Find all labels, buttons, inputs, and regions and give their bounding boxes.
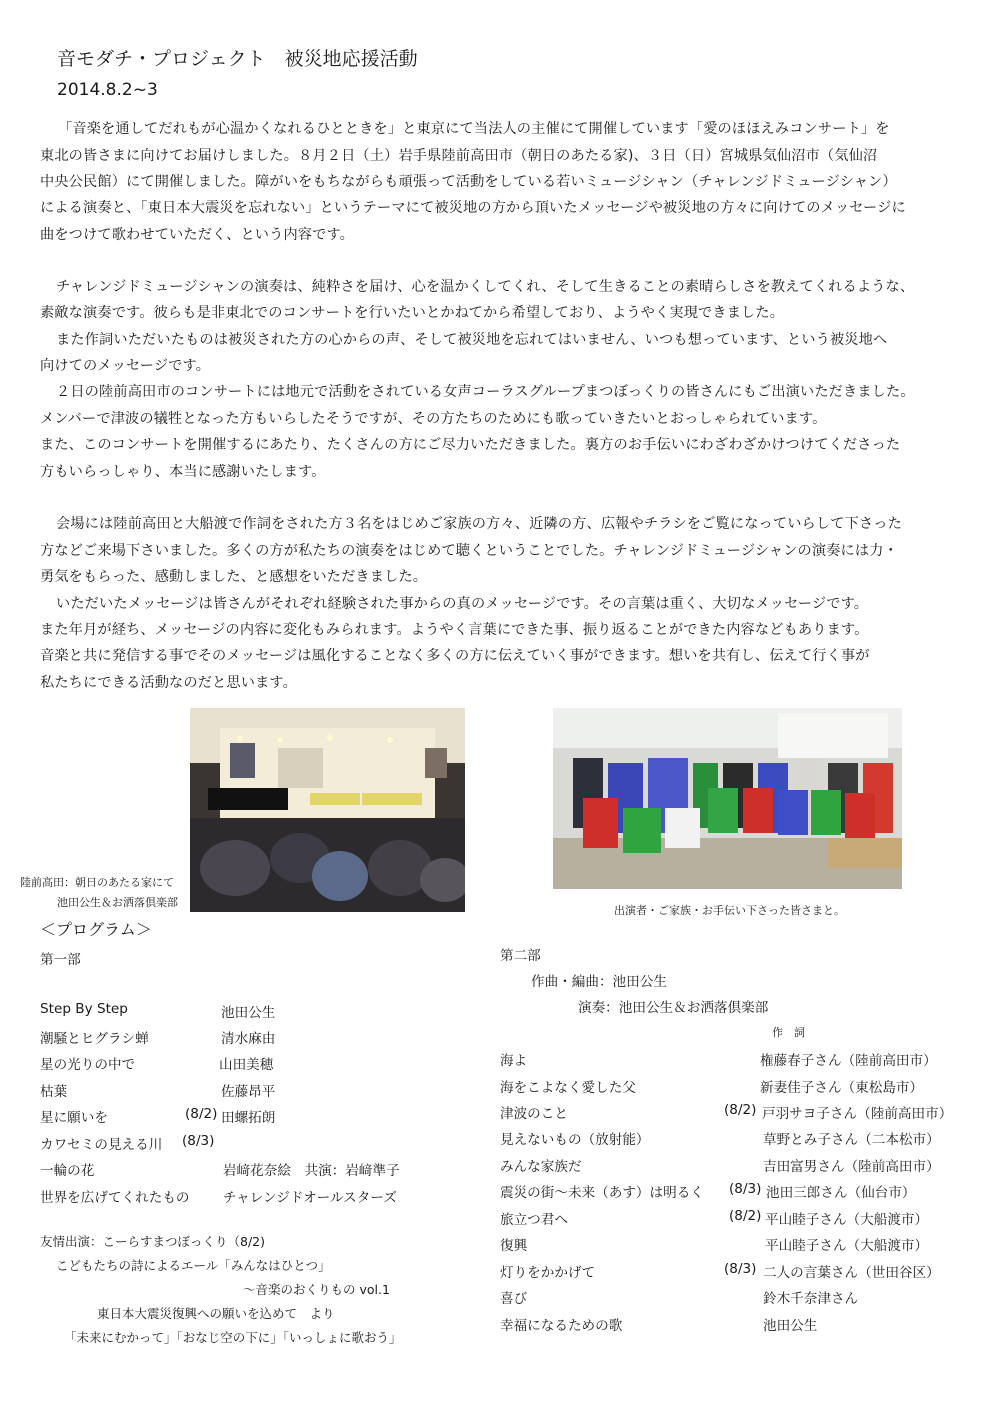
part2-lyricist: 二人の言葉さん（世田谷区） [763, 1265, 940, 1281]
guest-line: こどもたちの詩によるエール「みんなはひとつ」 [56, 1258, 331, 1273]
body-line: 方などご来場下さいました。多くの方が私たちの演奏をはじめて聴くということでした。チャレンジドミュージシャンの演奏には力・ [40, 543, 898, 559]
body-line: による演奏と、「東日本大震災を忘れない」というテーマにて被災地の方から頂いたメッセージや被災地の方々に向けてのメッセージに [40, 200, 906, 216]
part2-song-title: 震災の街～未来（あす）は明るく [500, 1185, 704, 1201]
part2-song-title: 復興 [500, 1238, 528, 1254]
part1-date: (8/2) [185, 1106, 218, 1122]
page-title: 音モダチ・プロジェクト 被災地応援活動 [57, 48, 418, 70]
group-photo [553, 708, 902, 889]
part2-lyricist: 戸羽サヨ子さん（陸前高田市） [762, 1106, 953, 1122]
body-line: 会場には陸前高田と大船渡で作詞をされた方３名をはじめご家族の方々、近隣の方、広報やチラシをご覧になっていらして下さった [56, 516, 902, 532]
part2-date: (8/2) [729, 1208, 762, 1224]
group-photo-image [553, 708, 902, 889]
part2-song-title: 灯りをかかげて [500, 1265, 596, 1281]
part2-song-title: 見えないもの（放射能） [500, 1132, 650, 1148]
part2-song-title: 喜び [500, 1291, 528, 1307]
part2-lyricist: 草野とみ子さん（二本松市） [763, 1132, 940, 1148]
body-line: 素敵な演奏です。彼らも是非東北でのコンサートを行いたいとかねてから希望しており、ようやく実現できました。 [40, 305, 785, 321]
left-photo-caption-2: 池田公生＆お洒落倶楽部 [57, 896, 178, 909]
body-line: また年月が経ち、メッセージの内容に変化もみられます。ようやく言葉にできた事、振り返ることができた内容などもあります。 [40, 622, 869, 638]
part2-composer: 作曲・編曲：池田公生 [531, 974, 667, 990]
body-line: 私たちにできる活動なのだと思います。 [40, 675, 297, 691]
left-photo-caption: 陸前高田：朝日のあたる家にて [20, 876, 174, 889]
body-line: 勇気をもらった、感動しました、と感想をいただきました。 [40, 569, 428, 585]
part1-song-title: 枯葉 [40, 1084, 68, 1100]
part2-lyricist: 平山睦子さん（大船渡市） [765, 1212, 929, 1228]
part2-lyricist: 池田公生 [763, 1318, 818, 1334]
body-line: 音楽と共に発信する事でそのメッセージは風化することなく多くの方に伝えていく事ができます。想いを共有し、伝えて行く事が [40, 648, 870, 664]
body-line: 「音楽を通してだれもが心温かくなれるひとときを」と東京にて当法人の主催にて開催しています「愛のほほえみコンサート」を [58, 121, 890, 137]
guest-line: 東日本大震災復興への願いを込めて より [97, 1306, 335, 1321]
part1-song-title: 潮騒とヒグラシ蝉 [40, 1031, 149, 1047]
part1-song-title: Step By Step [40, 1001, 128, 1017]
part2-song-title: 津波のこと [500, 1106, 568, 1122]
body-line: 向けてのメッセージです。 [40, 358, 211, 374]
part2-song-title: みんな家族だ [500, 1159, 582, 1175]
part1-performer: 池田公生 [221, 1005, 276, 1021]
body-line: いただいたメッセージは皆さんがそれぞれ経験された事からの真のメッセージです。その言葉は重く、大切なメッセージです。 [56, 596, 869, 612]
part1-song-title: 星に願いを [40, 1110, 108, 1126]
program-heading: ＜プログラム＞ [40, 920, 152, 939]
part1-song-title: 星の光りの中で [40, 1057, 136, 1073]
part2-song-title: 旅立つ君へ [500, 1212, 568, 1228]
body-line: 曲をつけて歌わせていただく、という内容です。 [40, 227, 355, 243]
guest-line: 「未来にむかって」「おなじ空の下に」「いっしょに歌おう」 [64, 1330, 402, 1345]
body-line: また作詞いただいたものは被災された方の心からの声、そして被災地を忘れてはいません、いつも想っています、という被災地へ [56, 332, 888, 348]
body-line: メンバーで津波の犠牲となった方もいらしたそうですが、その方たちのためにも歌っていきたいとおっしゃられています。 [40, 411, 827, 427]
event-date: 2014.8.2~3 [57, 80, 158, 100]
part2-song-title: 海よ [500, 1053, 528, 1069]
part1-performer: 田螺拓朗 [221, 1110, 276, 1126]
part1-song-title: 世界を広げてくれたもの [40, 1190, 190, 1206]
part1-performer: 佐藤昂平 [221, 1084, 276, 1100]
part2-song-title: 幸福になるための歌 [500, 1318, 623, 1334]
part2-date: (8/3) [724, 1261, 757, 1277]
part1-song-title: 一輪の花 [40, 1163, 95, 1179]
part2-lyricist: 権藤春子さん（陸前高田市） [760, 1053, 937, 1069]
part1-date: (8/3) [182, 1133, 215, 1149]
body-line: 中央公民館）にて開催しました。障がいをもちながらも頑張って活動をしている若いミュージシャン（チャレンジドミュージシャン） [40, 174, 897, 190]
guest-line: ～音楽のおくりもの vol.1 [243, 1282, 390, 1297]
part2-lyricist: 吉田富男さん（陸前高田市） [763, 1159, 940, 1175]
part2-performer: 演奏：池田公生＆お洒落倶楽部 [578, 1000, 769, 1016]
body-line: 東北の皆さまに向けてお届けしました。８月２日（土）岩手県陸前高田市（朝日のあたる家)、３日（日）宮城県気仙沼市（気仙沼 [40, 148, 878, 164]
concert-photo [190, 708, 465, 912]
part2-lyricist: 平山睦子さん（大船渡市） [765, 1238, 929, 1254]
concert-photo-image [190, 708, 465, 912]
body-line: 方もいらっしゃり、本当に感謝いたします。 [40, 464, 326, 480]
right-photo-caption: 出演者・ご家族・お手伝い下さった皆さまと。 [614, 904, 845, 917]
part1-song-title: カワセミの見える川 [40, 1137, 163, 1153]
part1-label: 第一部 [40, 952, 81, 968]
part2-date: (8/3) [729, 1181, 762, 1197]
part2-song-title: 海をこよなく愛した父 [500, 1080, 636, 1096]
part2-date: (8/2) [724, 1102, 757, 1118]
guest-line: 友情出演：こーらすまつぼっくり（8/2) [40, 1234, 265, 1249]
part2-lyricist: 鈴木千奈津さん [763, 1291, 859, 1307]
body-line: チャレンジドミュージシャンの演奏は、純粋さを届け、心を温かくしてくれ、そして生きることの素晴らしさを教えてくれるような、 [56, 279, 915, 295]
body-line: また、このコンサートを開催するにあたり、たくさんの方にご尽力いただきました。裏方のお手伝いにわざわざかけつけてくださった [40, 437, 901, 453]
part2-lyricist: 新妻佳子さん（東松島市） [760, 1080, 924, 1096]
part2-label: 第二部 [500, 948, 541, 964]
part1-performer: 岩﨑花奈絵 共演：岩﨑準子 [223, 1163, 400, 1179]
part1-performer: 山田美穂 [219, 1057, 274, 1073]
body-line: ２日の陸前高田市のコンサートには地元で活動をされている女声コーラスグループまつぼっくりの皆さんにもご出演いただきました。 [56, 384, 915, 400]
part2-lyricist: 池田三郎さん（仙台市） [766, 1185, 916, 1201]
part1-performer: チャレンジドオールスターズ [223, 1190, 397, 1206]
part1-performer: 清水麻由 [221, 1031, 276, 1047]
lyrics-header: 作 詞 [772, 1026, 805, 1039]
